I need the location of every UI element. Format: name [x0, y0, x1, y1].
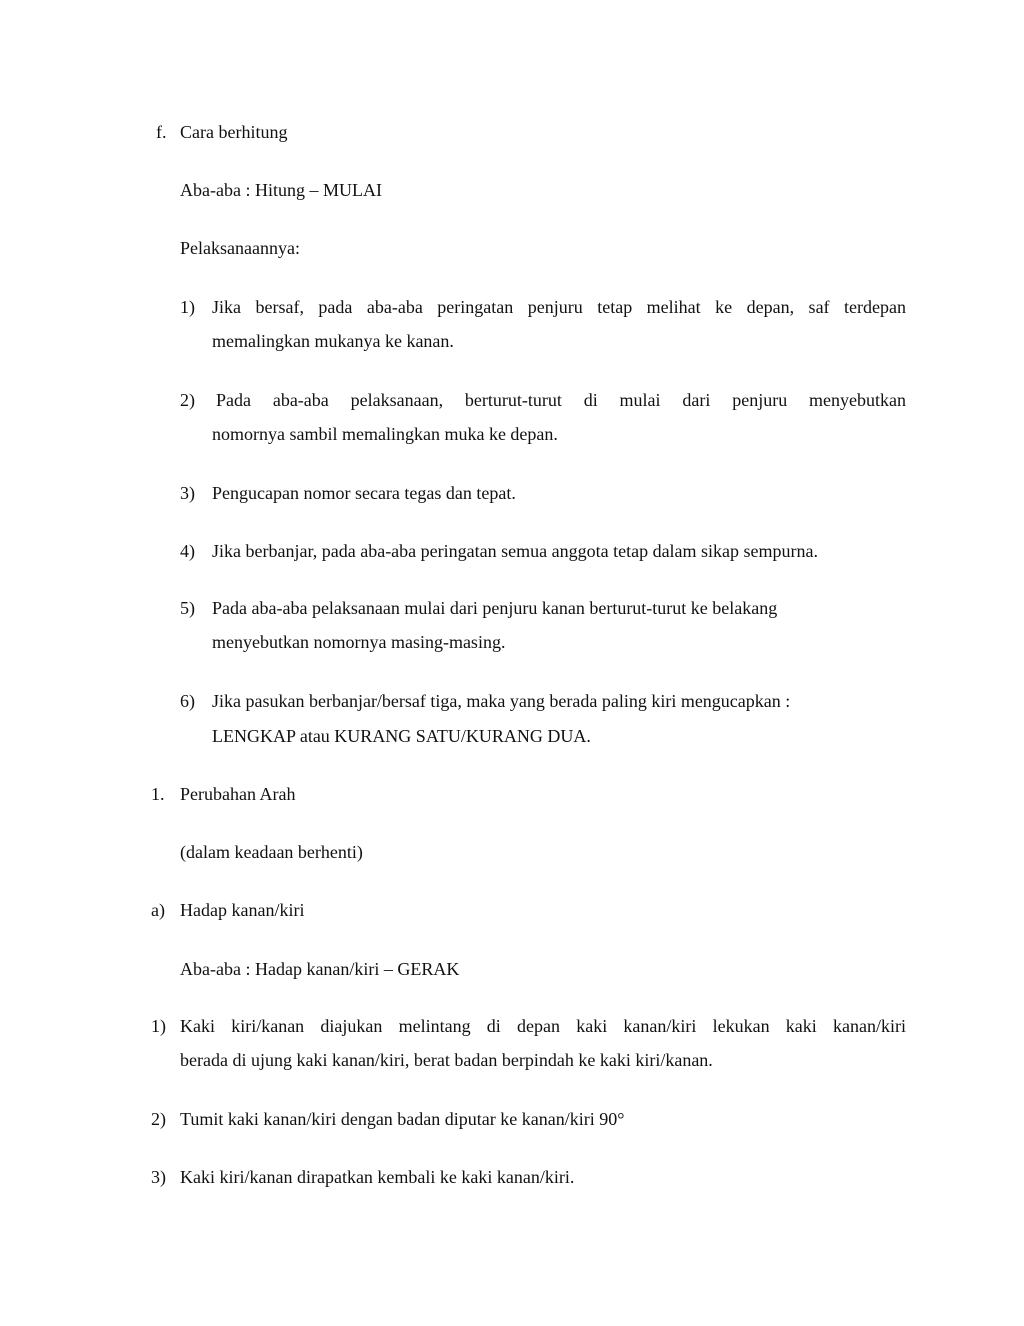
section-1-marker: 1. — [151, 784, 165, 804]
step-text-line: Jika berbanjar, pada aba-aba peringatan semua anggota tetap dalam sikap sempurna. — [212, 541, 819, 561]
step-text-line: Pada aba-aba pelaksanaan, berturut-turut di mulai dari penjuru menyebutkan — [216, 390, 906, 410]
step-text-line: Jika pasukan berbanjar/bersaf tiga, maka yang berada paling kiri mengucapkan : — [212, 691, 791, 711]
section-1-subtitle: (dalam keadaan berhenti) — [180, 842, 363, 862]
step-marker: 1) — [151, 1016, 166, 1036]
step-marker: 5) — [180, 598, 195, 618]
section-f-command: Aba-aba : Hitung – MULAI — [180, 180, 382, 200]
step-marker: 2) — [151, 1109, 166, 1129]
step-text-line: Kaki kiri/kanan diajukan melintang di depan kaki kanan/kiri lekukan kaki kanan/kiri — [180, 1016, 906, 1036]
step-text-line: Jika bersaf, pada aba-aba peringatan penjuru tetap melihat ke depan, saf terdepan — [212, 297, 906, 317]
section-a-marker: a) — [151, 900, 165, 920]
step-marker: 1) — [180, 297, 195, 317]
step-text-line: memalingkan mukanya ke kanan. — [212, 331, 454, 351]
section-f-marker: f. — [156, 122, 167, 142]
step-text-line: nomornya sambil memalingkan muka ke depan. — [212, 424, 558, 444]
step-text-line: Pengucapan nomor secara tegas dan tepat. — [212, 483, 516, 503]
step-text-line: Tumit kaki kanan/kiri dengan badan diputar ke kanan/kiri 90° — [180, 1109, 625, 1129]
section-f-title: Cara berhitung — [180, 122, 288, 142]
step-text-line: menyebutkan nomornya masing-masing. — [212, 632, 506, 652]
section-1-title: Perubahan Arah — [180, 784, 296, 804]
section-a-command: Aba-aba : Hadap kanan/kiri – GERAK — [180, 959, 460, 979]
step-marker: 3) — [151, 1167, 166, 1187]
step-text-line: berada di ujung kaki kanan/kiri, berat badan berpindah ke kaki kiri/kanan. — [180, 1050, 713, 1070]
step-marker: 3) — [180, 483, 195, 503]
step-text-line: Kaki kiri/kanan dirapatkan kembali ke kaki kanan/kiri. — [180, 1167, 575, 1187]
step-text-line: LENGKAP atau KURANG SATU/KURANG DUA. — [212, 726, 591, 746]
section-a-title: Hadap kanan/kiri — [180, 900, 305, 920]
step-text-line: Pada aba-aba pelaksanaan mulai dari penjuru kanan berturut-turut ke belakang — [212, 598, 778, 618]
step-marker: 4) — [180, 541, 195, 561]
section-f-execution-label: Pelaksanaannya: — [180, 238, 300, 258]
step-marker: 6) — [180, 691, 195, 711]
step-marker: 2) — [180, 390, 195, 410]
